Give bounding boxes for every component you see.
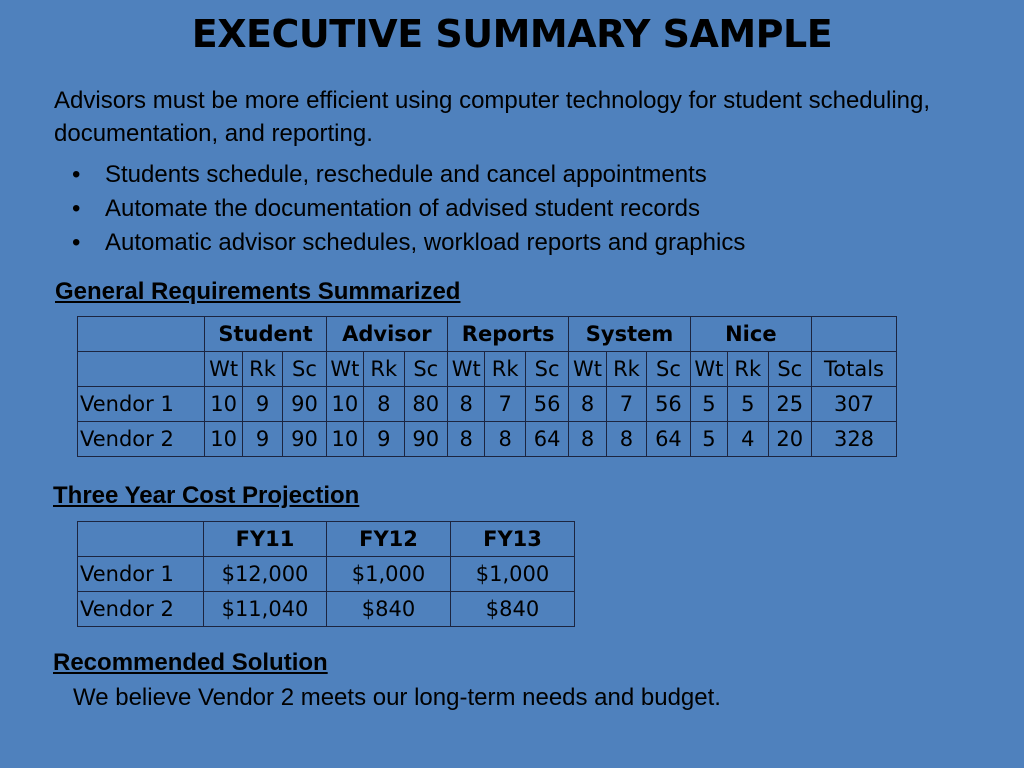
recommendation-text: We believe Vendor 2 meets our long-term needs and budget. bbox=[73, 684, 721, 711]
table-row bbox=[78, 387, 897, 422]
bullet-item bbox=[72, 192, 745, 226]
group-header: Nice bbox=[690, 317, 811, 352]
table-corner-cell bbox=[812, 317, 897, 352]
year-header: FY11 bbox=[204, 522, 327, 557]
table-cell: 5 bbox=[728, 387, 768, 422]
total-cell: 328 bbox=[812, 422, 897, 457]
table-cell: $840 bbox=[327, 592, 451, 627]
subheader-cell: Rk bbox=[485, 352, 525, 387]
subheader-cell: Wt bbox=[205, 352, 242, 387]
page-title: EXECUTIVE SUMMARY SAMPLE bbox=[191, 12, 833, 56]
subheader-cell: Wt bbox=[326, 352, 363, 387]
table-cell: 56 bbox=[525, 387, 569, 422]
table-row bbox=[78, 557, 575, 592]
table-row bbox=[78, 422, 897, 457]
table-cell: 25 bbox=[768, 387, 811, 422]
subheader-cell: Sc bbox=[525, 352, 569, 387]
bullet-list bbox=[72, 158, 745, 260]
table-cell: 10 bbox=[205, 387, 242, 422]
table-header-row bbox=[78, 522, 575, 557]
row-label: Vendor 1 bbox=[78, 557, 204, 592]
table-cell: 8 bbox=[448, 422, 485, 457]
table-subheader-row bbox=[78, 352, 897, 387]
subheader-cell: Rk bbox=[364, 352, 404, 387]
table-cell: 7 bbox=[485, 387, 525, 422]
table-cell: 10 bbox=[326, 387, 363, 422]
group-header: System bbox=[569, 317, 690, 352]
subheader-cell: Wt bbox=[690, 352, 727, 387]
subheader-cell: Rk bbox=[606, 352, 646, 387]
table-cell: 8 bbox=[569, 387, 606, 422]
table-cell: 20 bbox=[768, 422, 811, 457]
year-header: FY12 bbox=[327, 522, 451, 557]
row-label: Vendor 2 bbox=[78, 422, 205, 457]
row-label: Vendor 2 bbox=[78, 592, 204, 627]
group-header: Student bbox=[205, 317, 326, 352]
table-cell: 4 bbox=[728, 422, 768, 457]
table-cell: 90 bbox=[404, 422, 447, 457]
total-cell: 307 bbox=[812, 387, 897, 422]
bullet-text: Automate the documentation of advised student records bbox=[105, 195, 701, 222]
bullet-text: Automatic advisor schedules, workload reports and graphics bbox=[105, 229, 746, 256]
table-cell: 8 bbox=[485, 422, 525, 457]
bullet-text: Students schedule, reschedule and cancel appointments bbox=[105, 161, 707, 188]
table-cell: 90 bbox=[283, 387, 326, 422]
table-corner-cell bbox=[78, 522, 204, 557]
requirements-heading: General Requirements Summarized bbox=[55, 278, 461, 305]
table-cell: 9 bbox=[364, 422, 404, 457]
table-cell: 5 bbox=[690, 422, 727, 457]
table-cell: 64 bbox=[525, 422, 569, 457]
year-header: FY13 bbox=[451, 522, 575, 557]
table-corner-cell bbox=[78, 352, 205, 387]
intro-paragraph: Advisors must be more efficient using computer technology for student scheduling, documentation, and reporting. bbox=[54, 87, 931, 147]
group-header: Advisor bbox=[326, 317, 447, 352]
cost-heading: Three Year Cost Projection bbox=[53, 482, 360, 509]
bullet-icon: • bbox=[72, 229, 81, 256]
totals-header: Totals bbox=[812, 352, 897, 387]
table-cell: 90 bbox=[283, 422, 326, 457]
subheader-cell: Rk bbox=[728, 352, 768, 387]
group-header: Reports bbox=[448, 317, 569, 352]
bullet-icon: • bbox=[72, 161, 81, 188]
subheader-cell: Wt bbox=[448, 352, 485, 387]
bullet-icon: • bbox=[72, 195, 81, 222]
table-cell: 9 bbox=[242, 422, 282, 457]
table-cell: 56 bbox=[647, 387, 691, 422]
subheader-cell: Rk bbox=[242, 352, 282, 387]
table-cell: 8 bbox=[364, 387, 404, 422]
subheader-cell: Sc bbox=[404, 352, 447, 387]
table-cell: 10 bbox=[326, 422, 363, 457]
table-corner-cell bbox=[78, 317, 205, 352]
subheader-cell: Sc bbox=[647, 352, 691, 387]
table-cell: $11,040 bbox=[204, 592, 327, 627]
table-cell: 9 bbox=[242, 387, 282, 422]
table-cell: $1,000 bbox=[451, 557, 575, 592]
table-cell: $12,000 bbox=[204, 557, 327, 592]
subheader-cell: Wt bbox=[569, 352, 606, 387]
table-header-row bbox=[78, 317, 897, 352]
table-cell: 7 bbox=[606, 387, 646, 422]
table-cell: 8 bbox=[448, 387, 485, 422]
cost-table bbox=[77, 521, 575, 627]
subheader-cell: Sc bbox=[283, 352, 326, 387]
bullet-item bbox=[72, 226, 745, 260]
row-label: Vendor 1 bbox=[78, 387, 205, 422]
table-cell: 8 bbox=[606, 422, 646, 457]
table-cell: 80 bbox=[404, 387, 447, 422]
bullet-item bbox=[72, 158, 745, 192]
table-cell: $840 bbox=[451, 592, 575, 627]
table-row bbox=[78, 592, 575, 627]
table-cell: 10 bbox=[205, 422, 242, 457]
requirements-table bbox=[77, 316, 897, 457]
subheader-cell: Sc bbox=[768, 352, 811, 387]
table-cell: $1,000 bbox=[327, 557, 451, 592]
table-cell: 8 bbox=[569, 422, 606, 457]
recommendation-heading: Recommended Solution bbox=[53, 649, 328, 676]
table-cell: 5 bbox=[690, 387, 727, 422]
table-cell: 64 bbox=[647, 422, 691, 457]
